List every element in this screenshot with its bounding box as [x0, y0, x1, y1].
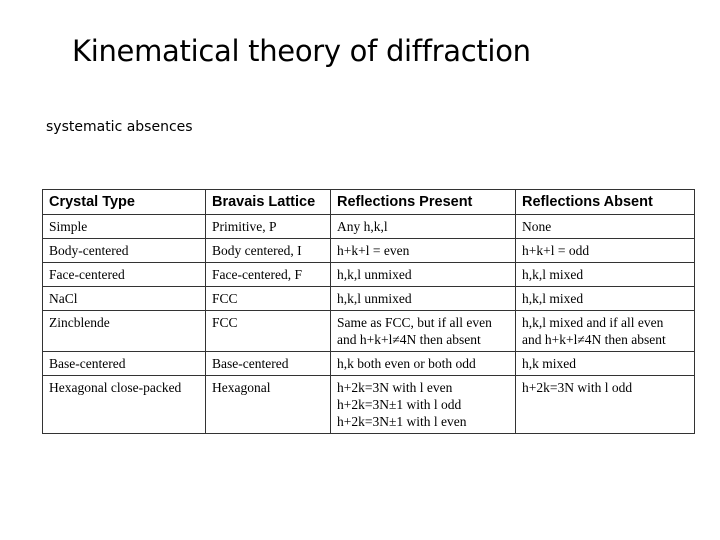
cell-line: Face-centered, F: [212, 267, 302, 282]
cell-reflections-present: [331, 215, 516, 239]
cell-line: h,k mixed: [522, 356, 576, 371]
cell-crystal-type: [43, 376, 206, 434]
cell-line: h,k,l mixed and if all even: [522, 315, 664, 330]
cell-line: Body-centered: [49, 243, 129, 258]
cell-line: h,k,l mixed: [522, 291, 584, 306]
cell-crystal-type: [43, 287, 206, 311]
cell-bravais-lattice: [206, 287, 331, 311]
cell-line: and h+k+l≠4N then absent: [337, 332, 481, 347]
cell-line: h+2k=3N with l even: [337, 380, 453, 395]
cell-line: h,k,l unmixed: [337, 291, 412, 306]
cell-line: Base-centered: [212, 356, 289, 371]
table-row: [43, 215, 695, 239]
cell-reflections-absent: [516, 263, 695, 287]
table-row: [43, 239, 695, 263]
cell-reflections-absent: [516, 311, 695, 352]
cell-line: Primitive, P: [212, 219, 277, 234]
cell-line: h,k,l unmixed: [337, 267, 412, 282]
cell-line: h+k+l = even: [337, 243, 410, 258]
cell-line: h+2k=3N±1 with l odd: [337, 397, 462, 412]
cell-line: h+2k=3N±1 with l even: [337, 414, 467, 429]
cell-bravais-lattice: [206, 311, 331, 352]
table-row: [43, 352, 695, 376]
table-row: [43, 263, 695, 287]
cell-reflections-present: [331, 352, 516, 376]
table-row: [43, 311, 695, 352]
cell-bravais-lattice: [206, 376, 331, 434]
table-header-row: [43, 190, 695, 215]
cell-crystal-type: [43, 239, 206, 263]
cell-line: FCC: [212, 315, 238, 330]
cell-bravais-lattice: [206, 215, 331, 239]
cell-line: Simple: [49, 219, 88, 234]
cell-line: Zincblende: [49, 315, 110, 330]
cell-crystal-type: [43, 215, 206, 239]
cell-line: and h+k+l≠4N then absent: [522, 332, 666, 347]
cell-line: h,k both even or both odd: [337, 356, 476, 371]
slide-title: Kinematical theory of diffraction: [72, 34, 531, 68]
cell-line: NaCl: [49, 291, 78, 306]
cell-reflections-present: [331, 287, 516, 311]
cell-line: h,k,l mixed: [522, 267, 584, 282]
cell-line: Hexagonal close-packed: [49, 380, 182, 395]
cell-crystal-type: [43, 263, 206, 287]
header-bravais-lattice: Bravais Lattice: [206, 190, 331, 215]
header-crystal-type: Crystal Type: [43, 190, 206, 215]
header-reflections-present: Reflections Present: [331, 190, 516, 215]
header-reflections-absent: Reflections Absent: [516, 190, 695, 215]
cell-line: h+2k=3N with l odd: [522, 380, 633, 395]
cell-line: Body centered, I: [212, 243, 302, 258]
cell-crystal-type: [43, 311, 206, 352]
cell-reflections-absent: [516, 376, 695, 434]
cell-reflections-present: [331, 263, 516, 287]
cell-bravais-lattice: [206, 352, 331, 376]
cell-line: FCC: [212, 291, 238, 306]
cell-reflections-absent: [516, 287, 695, 311]
cell-bravais-lattice: [206, 239, 331, 263]
table-row: [43, 287, 695, 311]
cell-line: Base-centered: [49, 356, 126, 371]
systematic-absences-table: [42, 189, 695, 434]
table-row: [43, 376, 695, 434]
cell-bravais-lattice: [206, 263, 331, 287]
cell-line: h+k+l = odd: [522, 243, 590, 258]
cell-reflections-present: [331, 239, 516, 263]
cell-line: Same as FCC, but if all even: [337, 315, 492, 330]
cell-reflections-present: [331, 376, 516, 434]
slide-subtitle: systematic absences: [46, 119, 193, 135]
cell-reflections-present: [331, 311, 516, 352]
cell-crystal-type: [43, 352, 206, 376]
cell-reflections-absent: [516, 239, 695, 263]
cell-reflections-absent: [516, 352, 695, 376]
cell-reflections-absent: [516, 215, 695, 239]
cell-line: Face-centered: [49, 267, 125, 282]
cell-line: None: [522, 219, 552, 234]
cell-line: Hexagonal: [212, 380, 271, 395]
cell-line: Any h,k,l: [337, 219, 388, 234]
